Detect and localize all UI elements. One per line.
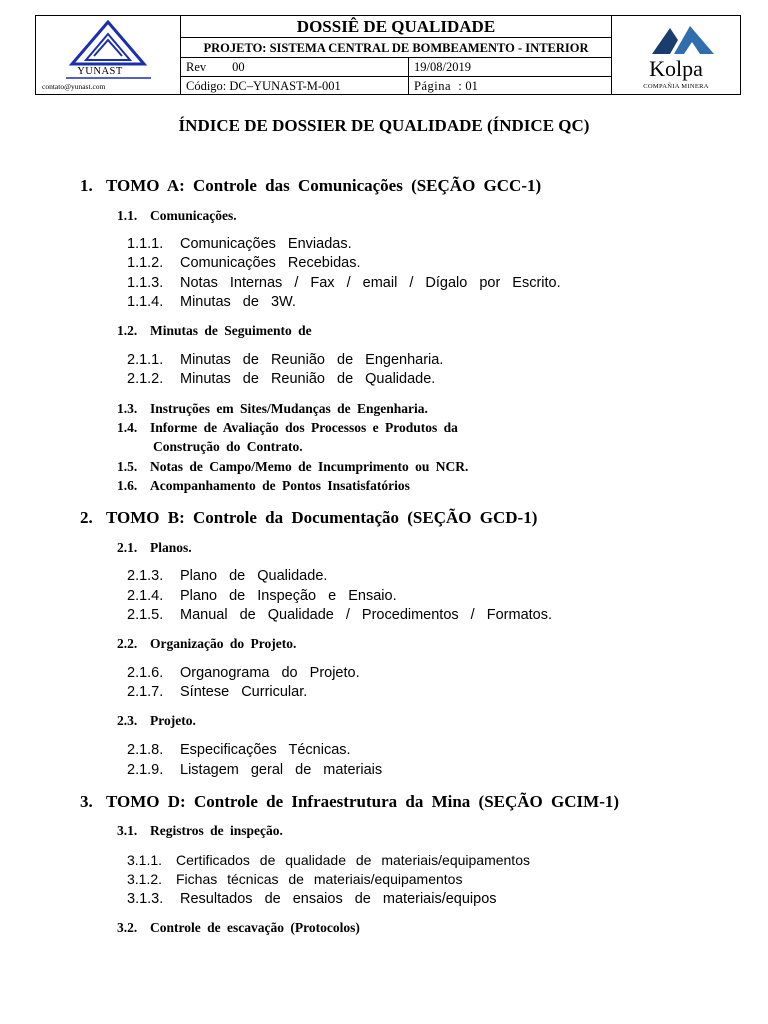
- code-cell: Código: DC–YUNAST-M-001: [181, 77, 409, 95]
- section-heading: 2. TOMO B: Controle da Documentação (SEÇÃO GCD-1): [80, 508, 538, 527]
- document-header: [35, 15, 741, 95]
- subsection-heading: 3.1. Registros de inspeção.: [117, 823, 283, 838]
- subsection-heading: 1.6. Acompanhamento de Pontos Insatisfatórios: [117, 478, 410, 493]
- header-rev-row: [181, 58, 611, 77]
- subsection-heading: 2.1. Planos.: [117, 540, 192, 555]
- subsection-heading: 2.3. Projeto.: [117, 713, 196, 728]
- list-item: 2.1.8. Especificações Técnicas.: [127, 742, 351, 758]
- yunast-logo: [36, 16, 181, 94]
- section-heading: 1. TOMO A: Controle das Comunicações (SEÇÃO GCC-1): [80, 176, 542, 195]
- subsection-heading: 1.5. Notas de Campo/Memo de Incumprimento ou NCR.: [117, 459, 469, 474]
- list-item: 3.1.3. Resultados de ensaios de materiais/equipos: [127, 891, 497, 907]
- kolpa-logo: [611, 16, 740, 94]
- list-item: 2.1.6. Organograma do Projeto.: [127, 665, 360, 681]
- rev-value: 00: [232, 60, 245, 74]
- rev-cell: [181, 58, 409, 76]
- subsection-heading: 1.2. Minutas de Seguimento de: [117, 323, 312, 338]
- yunast-contact-email: contato@yunast.com: [42, 82, 106, 91]
- list-item: 3.1.1. Certificados de qualidade de materiais/equipamentos: [127, 852, 530, 868]
- header-project: PROJETO: SISTEMA CENTRAL DE BOMBEAMENTO - INTERIOR: [181, 38, 611, 58]
- list-item: 2.1.7. Síntese Curricular.: [127, 684, 308, 700]
- kolpa-mountain-icon: [612, 16, 741, 60]
- rev-label: Rev: [186, 60, 207, 74]
- list-item: 1.1.1. Comunicações Enviadas.: [127, 236, 352, 252]
- list-item: 2.1.3. Plano de Qualidade.: [127, 568, 328, 584]
- subsection-heading: 2.2. Organização do Projeto.: [117, 636, 297, 651]
- kolpa-logo-text: Kolpa: [649, 56, 703, 81]
- section-heading: 3. TOMO D: Controle de Infraestrutura da Mina (SEÇÃO GCIM-1): [80, 792, 620, 811]
- subsection-heading: 1.1. Comunicações.: [117, 208, 237, 223]
- list-item: 3.1.2. Fichas técnicas de materiais/equipamentos: [127, 871, 463, 887]
- header-code-row: [181, 77, 611, 95]
- subsection-heading-continuation: Construção do Contrato.: [153, 439, 303, 454]
- yunast-logo-text: YUNAST: [77, 66, 123, 77]
- page-cell: [409, 77, 611, 95]
- list-item: 2.1.2. Minutas de Reunião de Qualidade.: [127, 371, 436, 387]
- header-info: [181, 16, 611, 94]
- header-title: DOSSIÊ DE QUALIDADE: [181, 16, 611, 38]
- subsection-heading: 3.2. Controle de escavação (Protocolos): [117, 920, 360, 935]
- list-item: 1.1.3. Notas Internas / Fax / email / Dígalo por Escrito.: [127, 275, 561, 291]
- list-item: 2.1.1. Minutas de Reunião de Engenharia.: [127, 352, 444, 368]
- page-title: ÍNDICE DE DOSSIER DE QUALIDADE (ÍNDICE QC): [178, 116, 590, 135]
- date-cell: 19/08/2019: [414, 60, 471, 74]
- subsection-heading: 1.3. Instruções em Sites/Mudanças de Engenharia.: [117, 401, 428, 416]
- page-value: 01: [465, 79, 478, 93]
- kolpa-logo-subtitle: COMPAÑIA MINERA: [643, 83, 709, 90]
- subsection-heading: 1.4. Informe de Avaliação dos Processos e Produtos da: [117, 420, 458, 435]
- list-item: 1.1.2. Comunicações Recebidas.: [127, 255, 361, 271]
- list-item: 2.1.5. Manual de Qualidade / Procedimentos / Formatos.: [127, 607, 552, 623]
- list-item: 2.1.9. Listagem geral de materiais: [127, 762, 383, 778]
- list-item: 2.1.4. Plano de Inspeção e Ensaio.: [127, 588, 397, 604]
- page-label: Página :: [414, 79, 463, 93]
- list-item: 1.1.4. Minutas de 3W.: [127, 294, 296, 310]
